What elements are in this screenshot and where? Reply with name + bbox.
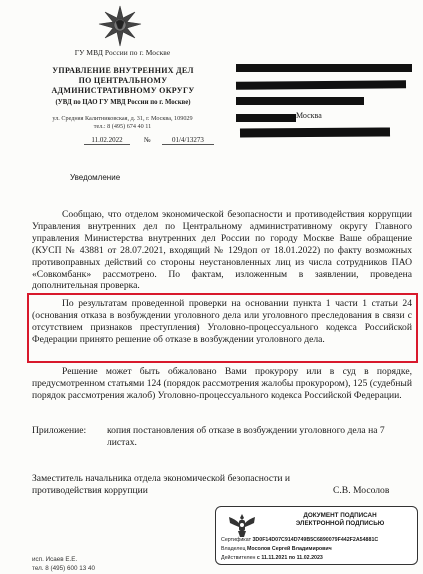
executor-info	[32, 555, 95, 573]
org-line: УПРАВЛЕНИЕ ВНУТРЕННИХ ДЕЛ	[52, 66, 194, 75]
mvd-emblem-icon	[95, 4, 145, 48]
paragraph-2: По результатам проведенной проверки на основании пункта 1 части 1 статьи 24 (основания отказа в возбуждении уголовного дела или уголовного преследования в связи с отсутствием признаков преступления) Уголовно-процессуального кодекса Российской Федерации принято решение об отказе в возбуждении уголовного дела.	[32, 298, 412, 345]
redacted-recipient-line	[240, 127, 390, 137]
cert-label: Сертификат	[221, 537, 251, 543]
redacted-recipient-line	[236, 80, 406, 89]
outgoing-date: 11.02.2022	[84, 136, 130, 145]
stamp-line-2: ЭЛЕКТРОННОЙ ПОДПИСЬЮ	[295, 520, 385, 527]
phone-line: тел.: 8 (495) 674 40 11	[93, 123, 152, 130]
org-line: ПО ЦЕНТРАЛЬНОМУ	[78, 76, 168, 85]
org-short-name: (УВД по ЦАО ГУ МВД России по г. Москве)	[55, 99, 191, 106]
org-name	[28, 66, 218, 96]
signatory-name: С.В. Мосолов	[333, 485, 390, 496]
eagle-emblem-icon	[226, 511, 258, 539]
valid-label: Действителен	[221, 555, 256, 561]
outgoing-number-row	[28, 136, 228, 148]
attachment-label: Приложение:	[32, 425, 87, 436]
stamp-owner	[221, 546, 332, 552]
paragraph-3: Решение может быть обжаловано Вами прокурору или в суд в порядке, предусмотренном статьями 124 (порядок рассмотрения жалобы прокурором), 125 (судебный порядок рассмотрения жалоб) Уголовно-процессуального кодекса Российской Федерации.	[32, 366, 412, 401]
org-line: АДМИНИСТРАТИВНОМУ ОКРУГУ	[51, 86, 195, 95]
address-line: ул. Средняя Калитниковская, д. 31, г. Москва, 109029	[52, 115, 193, 122]
stamp-certificate	[221, 537, 378, 543]
org-address	[30, 115, 215, 131]
redacted-recipient-line	[236, 97, 364, 105]
number-sign: №	[144, 136, 151, 144]
attachment-text: копия постановления об отказе в возбуждении уголовного дела на 7 листах.	[107, 425, 385, 448]
executor-phone: тел. 8 (495) 600 13 40	[32, 565, 95, 572]
org-top-line: ГУ МВД России по г. Москве	[74, 48, 171, 57]
owner-label: Владелец	[221, 546, 246, 552]
executor-name: исп. Исаев Е.Е.	[32, 556, 78, 563]
signatory-title: Заместитель начальника отдела экономической безопасности и противодействия коррупции	[32, 473, 291, 497]
cert-value: 3D0F14D07C914D749B5C6890079F442F2A54881C	[252, 537, 379, 543]
redacted-recipient-line	[236, 64, 412, 72]
redacted-recipient-line	[236, 114, 296, 122]
valid-value: с 11.11.2021 по 11.02.2023	[256, 555, 323, 561]
e-signature-stamp	[215, 506, 418, 565]
stamp-line-1: ДОКУМЕНТ ПОДПИСАН	[303, 512, 377, 519]
stamp-validity	[221, 555, 323, 561]
owner-value: Мосолов Сергей Владимирович	[247, 546, 332, 552]
paragraph-1: Сообщаю, что отделом экономической безопасности и противодействия коррупции Управления внутренних дел по Центральному административному округу Главного управления Министерства внутренних дел России по городу Москве Ваше обращение (КУСП № 43881 от 28.07.2021, входящий № 129доп от 18.01.2022) по факту возможных противоправных действий со стороны неустановленных лиц из числа сотрудников ПАО «Совкомбанк» рассмотрено. По фактам, изложенным в заявлении, проведена дополнительная проверка.	[32, 209, 412, 292]
highlight-box	[27, 293, 418, 363]
recipient-city: Москва	[296, 111, 322, 120]
notice-title: Уведомление	[70, 173, 121, 182]
outgoing-number: 01/4/13273	[162, 136, 214, 145]
